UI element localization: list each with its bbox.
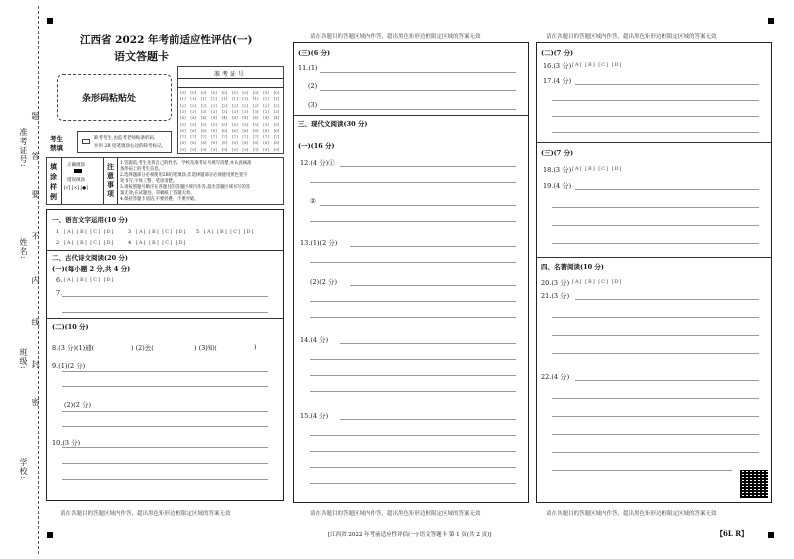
answer-line[interactable] xyxy=(552,434,759,435)
absent-mark[interactable] xyxy=(82,139,90,144)
exam-id-digit[interactable]: [7] xyxy=(242,134,249,140)
exam-id-digit[interactable]: [8] xyxy=(221,140,228,146)
exam-id-digit[interactable]: [4] xyxy=(190,115,197,121)
section-4-heading: 四、名著阅读(10 分) xyxy=(541,263,604,271)
exam-id-digit[interactable]: [2] xyxy=(232,102,238,108)
exam-id-digit[interactable]: [9] xyxy=(211,146,217,152)
answer-line[interactable] xyxy=(310,359,516,360)
answer-line[interactable] xyxy=(62,386,268,387)
seal-char: 题 xyxy=(31,112,40,121)
seal-char: 答 xyxy=(31,152,40,161)
mc-options-q1[interactable]: [A] [B] [C] [D] xyxy=(64,229,115,235)
exam-id-digit[interactable]: [2] xyxy=(273,102,280,108)
exam-id-digit[interactable]: [3] xyxy=(200,108,207,114)
exam-id-digit[interactable]: [9] xyxy=(273,146,280,152)
exam-id-digit[interactable]: [4] xyxy=(242,115,249,121)
exam-id-digit[interactable]: [7] xyxy=(180,134,186,140)
exam-id-digit[interactable]: [9] xyxy=(180,146,186,152)
exam-id-digit[interactable]: [5] xyxy=(232,121,238,127)
seal-char: 内 xyxy=(31,276,40,285)
answer-line[interactable] xyxy=(310,301,516,302)
seal-char: 封 xyxy=(31,360,40,369)
barcode-area xyxy=(57,74,172,121)
answer-line[interactable] xyxy=(575,189,759,190)
answer-line[interactable] xyxy=(62,463,268,464)
answer-line[interactable] xyxy=(310,317,516,318)
answer-line[interactable] xyxy=(310,435,516,436)
answer-line[interactable] xyxy=(575,299,759,300)
mc-options-q16[interactable]: [A] [B] [C] [D] xyxy=(572,62,623,68)
absent-label: 禁填 xyxy=(50,144,63,152)
exam-id-digit[interactable]: [7] xyxy=(190,134,197,140)
section-3-heading: 三、现代文阅读(30 分) xyxy=(298,120,368,128)
exam-id-digit[interactable]: [5] xyxy=(180,121,186,127)
answer-line[interactable] xyxy=(552,317,759,318)
answer-line[interactable] xyxy=(340,166,516,167)
exam-id-digit[interactable]: [8] xyxy=(232,140,238,146)
exam-id-digit[interactable]: [2] xyxy=(200,102,207,108)
answer-line[interactable] xyxy=(310,451,516,452)
exam-id-digit[interactable]: [1] xyxy=(263,96,269,102)
exam-id-digit[interactable]: [8] xyxy=(190,140,197,146)
answer-line[interactable] xyxy=(575,380,759,381)
exam-id-digit[interactable]: [5] xyxy=(263,121,269,127)
answer-line[interactable] xyxy=(62,312,268,313)
exam-id-digit[interactable]: [8] xyxy=(263,140,269,146)
exam-id-digit[interactable]: [7] xyxy=(211,134,217,140)
exam-id-digit[interactable]: [4] xyxy=(232,115,238,121)
exam-id-digit[interactable]: [1] xyxy=(200,96,207,102)
exam-id-digit[interactable]: [5] xyxy=(190,121,197,127)
barcode-label: 条形码粘贴处 xyxy=(82,94,137,104)
warning-footer: 请在各题目的答题区域内作答，超出黑色矩形边框限定区域的答案无效 xyxy=(546,511,717,517)
exam-id-digit[interactable]: [6] xyxy=(273,127,280,133)
exam-id-digit[interactable]: [0] xyxy=(273,90,280,95)
exam-id-digit[interactable]: [6] xyxy=(190,127,197,133)
answer-line[interactable] xyxy=(552,132,759,133)
card-title: 语文答题卡 xyxy=(114,50,169,63)
section-2-heading: 二、古代诗文阅读(20 分) xyxy=(52,254,128,262)
exam-id-digit[interactable]: [9] xyxy=(200,146,207,152)
exam-id-digit[interactable]: [0] xyxy=(190,90,197,95)
exam-id-digit[interactable]: [3] xyxy=(180,108,186,114)
exam-id-digit[interactable]: [6] xyxy=(242,127,249,133)
exam-id-digit[interactable]: [6] xyxy=(232,127,238,133)
answer-line[interactable] xyxy=(552,243,759,244)
answer-line[interactable] xyxy=(310,182,516,183)
seal-char: 要 xyxy=(31,190,40,199)
answer-line[interactable] xyxy=(552,416,759,417)
exam-id-digit[interactable]: [9] xyxy=(190,146,197,152)
exam-id-digit[interactable]: [4] xyxy=(221,115,228,121)
warning-footer: 请在各题目的答题区域内作答，超出黑色矩形边框限定区域的答案无效 xyxy=(60,511,231,517)
exam-id-digit[interactable]: [6] xyxy=(252,127,259,133)
page-footer: [江西省 2022 年考前适应性评估(一)·语文答题卡 第 1 页(共 2 页)] xyxy=(328,532,492,538)
exam-id-digit[interactable]: [4] xyxy=(180,115,186,121)
answer-line[interactable] xyxy=(62,479,268,480)
exam-id-digit[interactable]: [4] xyxy=(200,115,207,121)
exam-id-digit[interactable]: [4] xyxy=(263,115,269,121)
mc-options-q3[interactable]: [A] [B] [C] [D] xyxy=(136,229,187,235)
exam-id-digit[interactable]: [0] xyxy=(252,90,259,95)
answer-line[interactable] xyxy=(310,221,516,222)
exam-id-digit[interactable]: [1] xyxy=(211,96,217,102)
exam-id-digit[interactable]: [3] xyxy=(263,108,269,114)
mc-options-q6[interactable]: [A] [B] [C] [D] xyxy=(64,277,115,283)
qr-code-icon xyxy=(740,470,768,498)
seal-char: 不 xyxy=(31,232,40,241)
exam-id-digit[interactable]: [1] xyxy=(242,96,249,102)
mc-options-q2[interactable]: [A] [B] [C] [D] xyxy=(64,240,115,246)
exam-id-digit[interactable]: [7] xyxy=(221,134,228,140)
exam-id-digit[interactable]: [5] xyxy=(221,121,228,127)
answer-line[interactable] xyxy=(552,353,759,354)
exam-id-digit[interactable]: [3] xyxy=(252,108,259,114)
exam-id-digit[interactable]: [9] xyxy=(242,146,249,152)
section-1-heading: 一、语言文字运用(10 分) xyxy=(52,216,128,224)
answer-line[interactable] xyxy=(340,419,516,420)
exam-id-digit[interactable]: [8] xyxy=(211,140,217,146)
exam-id-digit[interactable]: [0] xyxy=(242,90,249,95)
corner-marker xyxy=(47,532,53,538)
side-label-class: 班级: xyxy=(19,348,28,370)
warning-header: 请在各题目的答题区域内作答，超出黑色矩形边框限定区域的答案无效 xyxy=(310,34,481,40)
exam-id-digit[interactable]: [9] xyxy=(221,146,228,152)
exam-id-digit[interactable]: [2] xyxy=(211,102,217,108)
exam-id-digit[interactable]: [8] xyxy=(180,140,186,146)
exam-id-digit[interactable]: [7] xyxy=(232,134,238,140)
exam-id-digit[interactable]: [2] xyxy=(221,102,228,108)
answer-line[interactable] xyxy=(310,483,516,484)
exam-id-digit[interactable]: [1] xyxy=(252,96,259,102)
seal-char: 线 xyxy=(31,318,40,327)
exam-id-digit[interactable]: [1] xyxy=(180,96,186,102)
mc-options-q4[interactable]: [A] [B] [C] [D] xyxy=(136,240,187,246)
exam-id-digit[interactable]: [7] xyxy=(200,134,207,140)
exam-id-digit[interactable]: [6] xyxy=(200,127,207,133)
exam-id-digit[interactable]: [3] xyxy=(221,108,228,114)
absent-label: 考生 xyxy=(50,135,63,143)
answer-line[interactable] xyxy=(310,391,516,392)
seal-char: 密 xyxy=(31,398,40,407)
exam-id-digit[interactable]: [0] xyxy=(211,90,217,95)
answer-line[interactable] xyxy=(320,72,516,73)
exam-id-digit[interactable]: [3] xyxy=(190,108,197,114)
exam-id-digit[interactable]: [0] xyxy=(180,90,186,95)
answer-line[interactable] xyxy=(320,90,516,91)
exam-id-digit[interactable]: [7] xyxy=(263,134,269,140)
corner-marker xyxy=(47,18,53,24)
exam-id-digit[interactable]: [7] xyxy=(273,134,280,140)
exam-id-digit[interactable]: [1] xyxy=(221,96,228,102)
exam-id-digit[interactable]: [5] xyxy=(252,121,259,127)
exam-id-grid xyxy=(177,66,284,154)
answer-line[interactable] xyxy=(320,109,516,110)
answer-line[interactable] xyxy=(310,467,516,468)
answer-line[interactable] xyxy=(62,371,268,372)
exam-id-digit[interactable]: [6] xyxy=(221,127,228,133)
exam-id-digit[interactable]: [0] xyxy=(200,90,207,95)
corner-marker xyxy=(768,18,774,24)
answer-line[interactable] xyxy=(552,207,759,208)
exam-id-digit[interactable]: [7] xyxy=(252,134,259,140)
absent-box: 考生 禁填 缺考考生,由监考老师贴条形码, 并用 2B 铅笔填涂右边的缺考标记。 xyxy=(77,131,172,153)
exam-id-digit[interactable]: [3] xyxy=(242,108,249,114)
exam-id-digit[interactable]: [5] xyxy=(242,121,249,127)
exam-id-digit[interactable]: [0] xyxy=(263,90,269,95)
middle-answer-panel xyxy=(293,42,529,503)
exam-id-digit[interactable]: [3] xyxy=(232,108,238,114)
exam-id-digit[interactable]: [6] xyxy=(263,127,269,133)
answer-line[interactable] xyxy=(340,343,516,344)
exam-id-digit[interactable]: [9] xyxy=(232,146,238,152)
exam-id-digit[interactable]: [8] xyxy=(273,140,280,146)
answer-line[interactable] xyxy=(62,447,268,448)
answer-line[interactable] xyxy=(62,411,268,412)
mc-options-q18[interactable]: [A] [B] [C] [D] xyxy=(572,166,623,172)
exam-id-digit[interactable]: [9] xyxy=(252,146,259,152)
exam-id-digit[interactable]: [3] xyxy=(211,108,217,114)
corner-marker xyxy=(768,532,774,538)
exam-id-digit[interactable]: [2] xyxy=(252,102,259,108)
mc-options-q5[interactable]: [A] [B] [C] [D] xyxy=(204,229,255,235)
exam-id-digit[interactable]: [2] xyxy=(180,102,186,108)
answer-line[interactable] xyxy=(552,398,759,399)
answer-line[interactable] xyxy=(552,225,759,226)
answer-line[interactable] xyxy=(310,375,516,376)
exam-id-digit[interactable]: [8] xyxy=(252,140,259,146)
instructions-box: 填涂样例 正确填涂 错误填涂 [√] [×] [●] 注意事项 1.答题前,考生先将自己的姓名、学校及准考证号填写清楚,并认真核准 条形码上的考生信息。 2.选择题部分必须使用2B铅笔填涂;非选择题部分必须使用黑色签字 笔书写,字体工整、笔迹清楚。 3.请按照题号顺序在各题目的答题区域内作答,超出答题区域书写的答 案无效;在试题卷、草稿纸上答题无效。 4.保持答题卡清洁,不要折叠、不要弄破。 xyxy=(46,157,284,205)
answer-line[interactable] xyxy=(350,246,516,247)
side-label-school: 学校: xyxy=(19,458,28,480)
exam-id-digit[interactable]: [8] xyxy=(200,140,207,146)
answer-line[interactable] xyxy=(552,100,759,101)
exam-id-digit[interactable]: [9] xyxy=(263,146,269,152)
warning-header: 请在各题目的答题区域内作答，超出黑色矩形边框限定区域的答案无效 xyxy=(546,34,717,40)
exam-id-digit[interactable]: [2] xyxy=(263,102,269,108)
correct-fill-sample xyxy=(74,169,82,173)
answer-line[interactable] xyxy=(62,426,268,427)
exam-id-digit[interactable]: [1] xyxy=(190,96,197,102)
exam-id-digit[interactable]: [1] xyxy=(273,96,280,102)
answer-line[interactable] xyxy=(575,84,759,85)
exam-id-digit[interactable]: [4] xyxy=(252,115,259,121)
exam-id-digit[interactable]: [2] xyxy=(190,102,197,108)
exam-id-digit[interactable]: [5] xyxy=(211,121,217,127)
answer-line[interactable] xyxy=(552,452,759,453)
answer-line[interactable] xyxy=(310,262,516,263)
exam-title: 江西省 2022 年考前适应性评估(一) xyxy=(80,34,253,46)
answer-line[interactable] xyxy=(552,335,759,336)
exam-id-digit[interactable]: [2] xyxy=(242,102,249,108)
paper-code: 【6L R】 xyxy=(716,529,749,538)
answer-line[interactable] xyxy=(350,285,516,286)
warning-footer: 请在各题目的答题区域内作答，超出黑色矩形边框限定区域的答案无效 xyxy=(310,511,481,517)
answer-line[interactable] xyxy=(552,116,759,117)
exam-id-label: 准 考 证 号 xyxy=(214,71,244,78)
exam-id-digit[interactable]: [6] xyxy=(211,127,217,133)
answer-line[interactable] xyxy=(320,205,516,206)
exam-id-digit[interactable]: [1] xyxy=(232,96,238,102)
answer-line[interactable] xyxy=(62,296,268,297)
exam-id-digit[interactable]: [4] xyxy=(211,115,217,121)
exam-id-digit[interactable]: [8] xyxy=(242,140,249,146)
exam-id-digit[interactable]: [0] xyxy=(221,90,228,95)
answer-line[interactable] xyxy=(552,470,732,471)
exam-id-digit[interactable]: [5] xyxy=(200,121,207,127)
exam-id-digit[interactable]: [6] xyxy=(180,127,186,133)
mc-options-q20[interactable]: [A] [B] [C] [D] xyxy=(572,279,623,285)
exam-id-digit[interactable]: [5] xyxy=(273,121,280,127)
exam-id-digit[interactable]: [0] xyxy=(232,90,238,95)
side-label-exam-id: 准考证号: xyxy=(19,128,28,168)
exam-id-digit[interactable]: [3] xyxy=(273,108,280,114)
exam-id-digit[interactable]: [4] xyxy=(273,115,280,121)
side-label-name: 姓名: xyxy=(19,238,28,260)
